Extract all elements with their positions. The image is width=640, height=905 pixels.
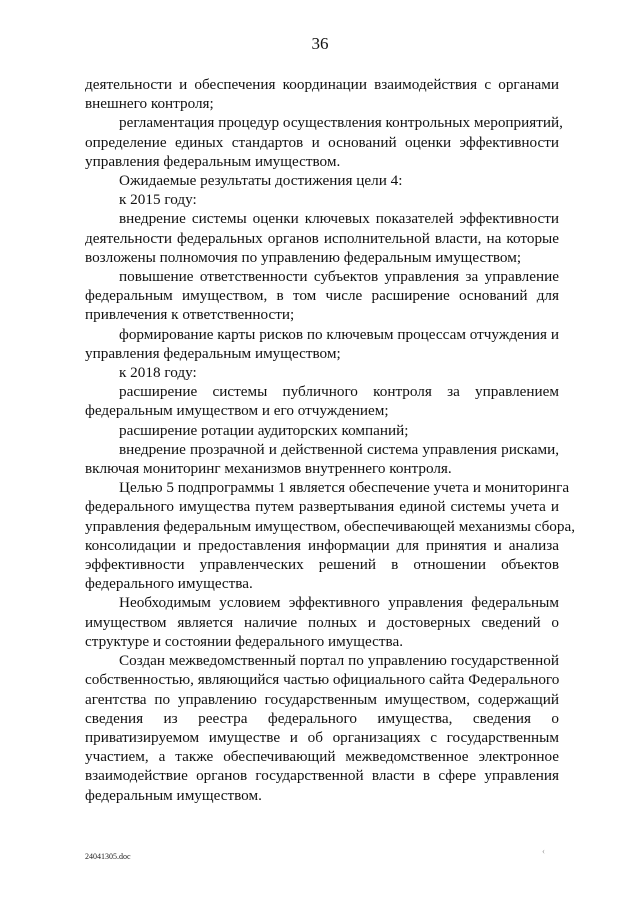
text-line: регламентация процедур осуществления контрольных мероприятий, (119, 114, 563, 132)
text-line: агентства по управлению государственным имуществом, содержащий (85, 690, 559, 708)
text-line: имуществом является наличие полных и достоверных сведений о (85, 613, 559, 631)
footer-document-id: 24041305.doc (85, 852, 131, 861)
text-line: федеральным имуществом. (85, 786, 262, 804)
text-line: консолидации и предоставления информации для принятия и анализа (85, 536, 559, 554)
text-line: внедрение системы оценки ключевых показателей эффективности (119, 210, 559, 228)
paragraph (85, 440, 559, 478)
text-line: структуре и состоянии федерального имущества. (85, 632, 403, 650)
text-line: деятельности федеральных органов исполнительной власти, на которые (85, 229, 559, 247)
paragraph (85, 190, 559, 209)
text-line: эффективности управленческих решений в отношении объектов (85, 556, 559, 574)
text-line: федерального имущества путем развертывания единой системы учета и (85, 498, 559, 516)
text-line: управления федеральным имуществом, обеспечивающей механизмы сбора, (85, 517, 576, 535)
text-line: включая мониторинг механизмов внутреннего контроля. (85, 460, 452, 478)
paragraph (85, 382, 559, 420)
text-line: возложены полномочия по управлению федеральным имуществом; (85, 248, 522, 266)
text-line: управления федеральным имуществом. (85, 152, 341, 170)
paragraph (85, 325, 559, 363)
text-line: управления федеральным имуществом; (85, 344, 341, 362)
text-line: федеральным имуществом и его отчуждением; (85, 402, 389, 420)
text-line: повышение ответственности субъектов управления за управление (119, 268, 559, 286)
paragraph (85, 75, 559, 113)
text-line: Создан межведомственный портал по управлению государственной (119, 652, 559, 670)
text-line: расширение системы публичного контроля за управлением (119, 383, 559, 401)
text-line: к 2015 году: (119, 191, 197, 209)
text-line: федеральным имуществом, в том числе расширение оснований для (85, 287, 559, 305)
paragraph (85, 267, 559, 325)
paragraph (85, 651, 559, 805)
text-line: Необходимым условием эффективного управления федеральным (119, 594, 559, 612)
text-line: формирование карты рисков по ключевым процессам отчуждения и (119, 325, 559, 343)
text-line: Ожидаемые результаты достижения цели 4: (119, 172, 403, 190)
paragraph (85, 363, 559, 382)
paragraph (85, 171, 559, 190)
text-line: Целью 5 подпрограммы 1 является обеспечение учета и мониторинга (119, 479, 570, 497)
paragraph (85, 209, 559, 267)
text-line: к 2018 году: (119, 364, 197, 382)
document-body (85, 75, 576, 805)
text-line: определение единых стандартов и оснований оценки эффективности (85, 133, 559, 151)
text-line: взаимодействие органов государственной власти в сфере управления (85, 767, 559, 785)
paragraph (85, 593, 559, 651)
text-line: внешнего контроля; (85, 95, 214, 113)
text-line: расширение ротации аудиторских компаний; (119, 421, 409, 439)
text-line: привлечения к ответственности; (85, 306, 295, 324)
paragraph (85, 421, 559, 440)
text-line: деятельности и обеспечения координации взаимодействия с органами (85, 76, 559, 93)
text-line: внедрение прозрачной и действенной система управления рисками, (119, 440, 559, 458)
text-line: приватизируемом имуществе и об организациях с государственным (85, 728, 559, 746)
corner-mark: ‹ (542, 846, 545, 856)
text-line: собственностью, являющийся частью официального сайта Федерального (85, 671, 560, 689)
text-line: федерального имущества. (85, 575, 253, 593)
paragraph (85, 478, 576, 593)
text-line: сведения из реестра федерального имущества, сведения о (85, 709, 559, 727)
page-number: 36 (311, 34, 329, 53)
text-line: участием, а также обеспечивающий межведомственное электронное (85, 748, 559, 766)
paragraph (85, 113, 563, 171)
